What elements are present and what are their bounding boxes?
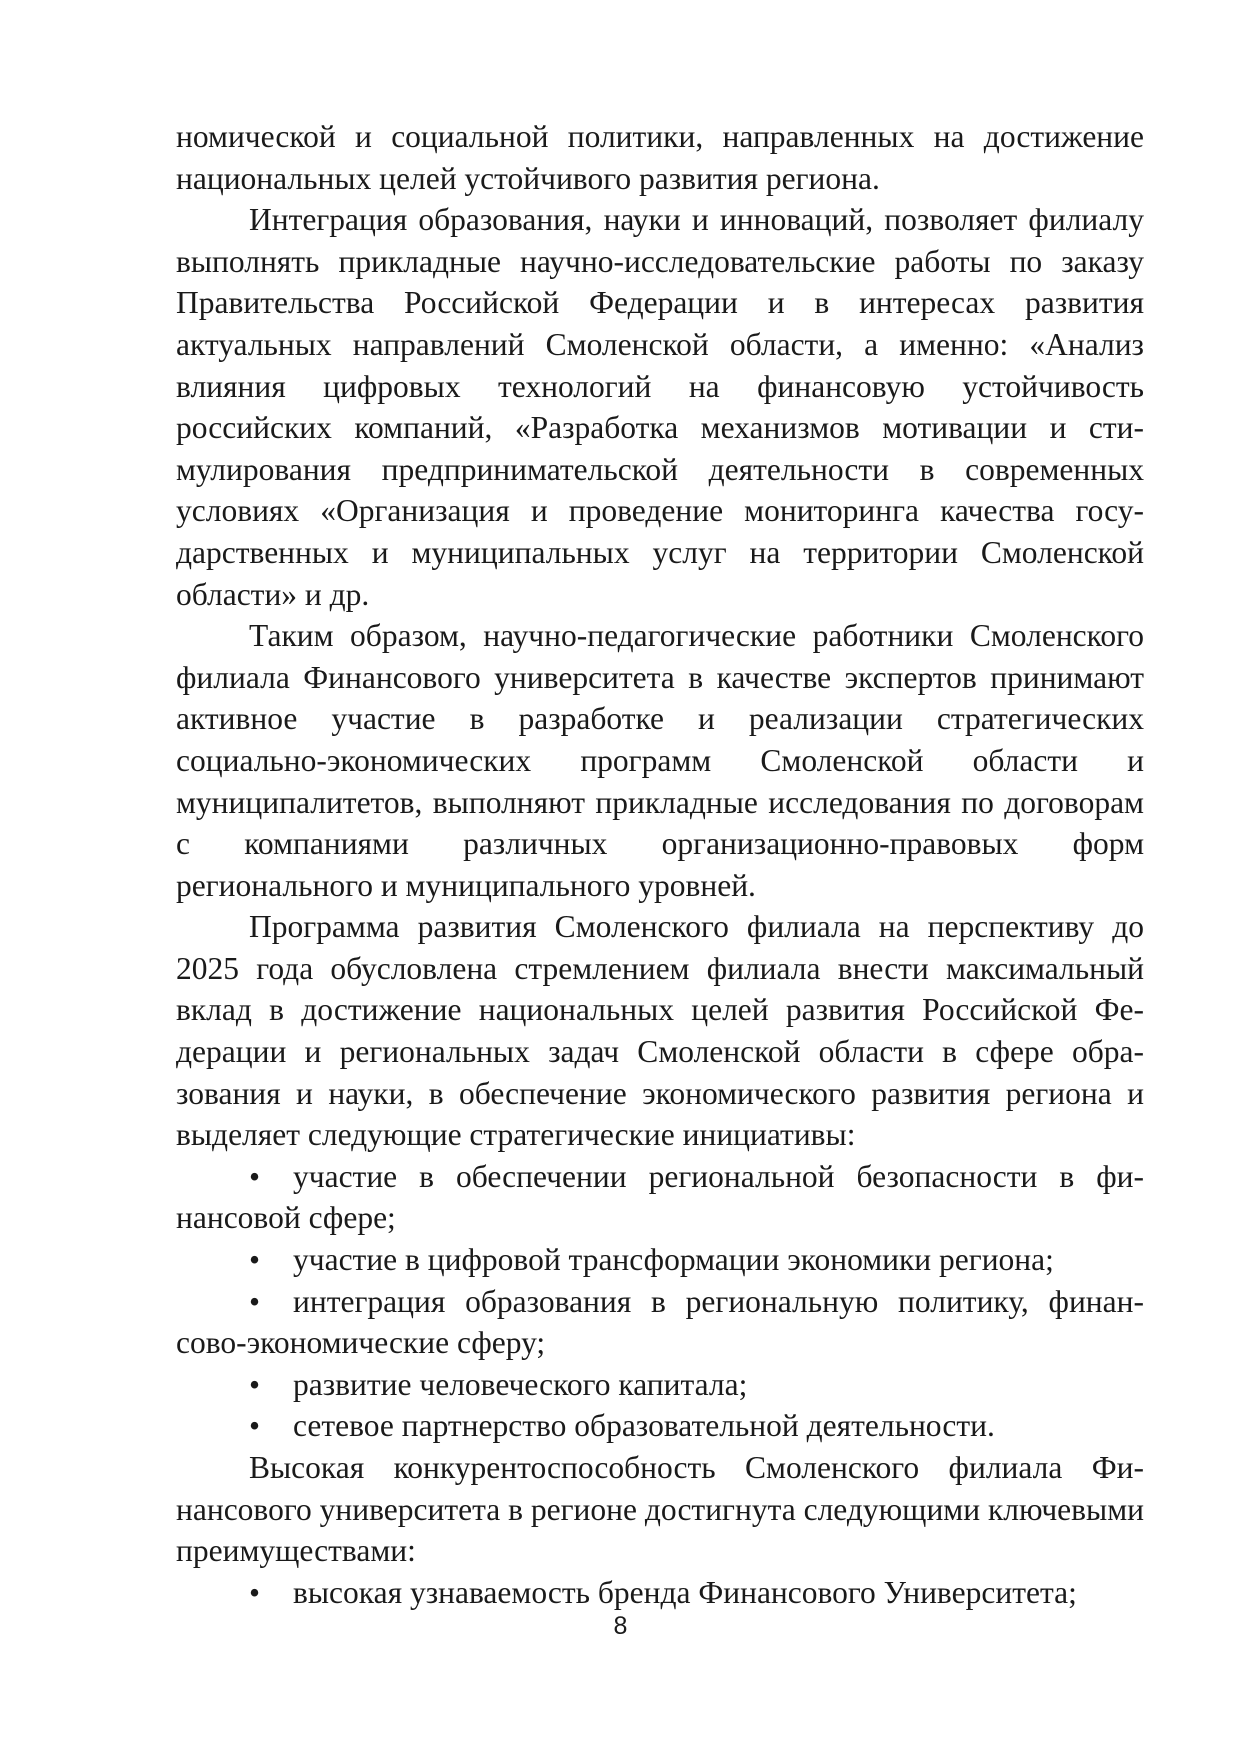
bullet-icon: •	[249, 1283, 261, 1319]
list-item	[176, 1281, 1144, 1364]
paragraph-advantages: Высокая конкурентоспособность Смоленского филиала Финансового университета в регионе достигнута следующими ключевыми преимуществами:	[176, 1450, 1144, 1569]
bullet-icon: •	[249, 1574, 261, 1610]
bullet-icon: •	[249, 1158, 261, 1194]
paragraph-experts: Таким образом, научно-педагогические работники Смоленского филиала Финансового университета в качестве экспертов принимают активное участие в разработке и реализации стратегических социально-экономических программ Смоленской области и муниципалитетов, выполняют прикладные исследования по договорам с компаниями различных организационно-правовых форм регионального и муниципального уровней.	[176, 618, 1144, 903]
list-item	[176, 1572, 1144, 1614]
list-item	[176, 1405, 1144, 1447]
list-item	[176, 1364, 1144, 1406]
document-page	[176, 116, 1144, 1613]
paragraph-continuation: номической и социальной политики, направленных на достижение национальных целей устойчивого развития региона.	[176, 119, 1144, 196]
paragraph-program: Программа развития Смоленского филиала на перспективу до 2025 года обусловлена стремлением филиала внести максимальный вклад в достижение национальных целей развития Российской Федерации и региональных задач Смоленской области в сфере образования и науки, в обеспечение экономического развития региона и выделяет следующие стратегические инициативы:	[176, 909, 1144, 1153]
bullet-icon: •	[249, 1408, 261, 1444]
page-number: 8	[613, 1612, 628, 1640]
initiatives-list	[176, 1156, 1144, 1447]
list-item-text: интеграция образования в региональную политику, финансово-экономические сферу;	[176, 1283, 1144, 1361]
list-item-text: сетевое партнерство образовательной деятельности.	[293, 1408, 995, 1444]
list-item-text: участие в обеспечении региональной безопасности в финансовой сфере;	[176, 1158, 1144, 1236]
paragraph-integration: Интеграция образования, науки и инноваций, позволяет филиалу выполнять прикладные научно-исследовательские работы по заказу Правительства Российской Федерации и в интересах развития актуальных направлений Смоленской области, а именно: «Анализ влияния цифровых технологий на финансовую устойчивость российских компаний, «Разработка механизмов мотивации и стимулирования предпринимательской деятельности в современных условиях «Организация и проведение мониторинга качества государственных и муниципальных услуг на территории Смоленской области» и др.	[176, 202, 1144, 612]
list-item-text: участие в цифровой трансформации экономики региона;	[293, 1242, 1054, 1278]
list-item	[176, 1156, 1144, 1239]
list-item	[176, 1239, 1144, 1281]
advantages-list	[176, 1572, 1144, 1614]
bullet-icon: •	[249, 1366, 261, 1402]
list-item-text: развитие человеческого капитала;	[293, 1366, 748, 1402]
list-item-text: высокая узнаваемость бренда Финансового Университета;	[293, 1574, 1077, 1610]
bullet-icon: •	[249, 1242, 261, 1278]
